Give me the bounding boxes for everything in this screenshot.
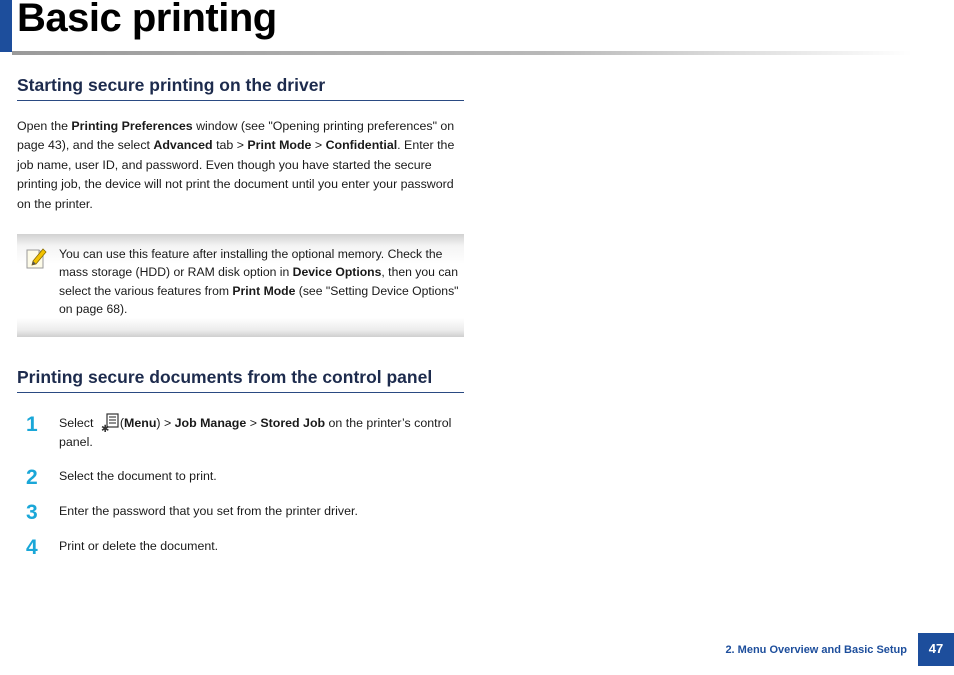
- note-bold-print-mode: Print Mode: [232, 283, 296, 298]
- note-bold-device-options: Device Options: [292, 265, 382, 280]
- title-accent-bar: [0, 0, 12, 52]
- para-text: Open the: [17, 119, 72, 133]
- step-text-4: Print or delete the document.: [59, 539, 219, 553]
- para-bold-printing-preferences: Printing Preferences: [71, 119, 193, 133]
- section-heading-control-panel: Printing secure documents from the control panel: [17, 367, 464, 393]
- para-bold-confidential: Confidential: [325, 138, 398, 153]
- step-number-2: 2: [26, 466, 38, 489]
- step-text-part: (: [119, 416, 125, 430]
- step-number-3: 3: [26, 501, 38, 524]
- menu-icon: [101, 413, 119, 433]
- step-number-4: 4: [26, 536, 38, 559]
- step-bold-stored-job: Stored Job: [260, 416, 326, 430]
- note-text-part: , then you can select the various features from: [59, 265, 458, 298]
- note-text-part: (see "Setting Device Options" on page 68).: [59, 283, 459, 317]
- para-text: >: [311, 138, 326, 153]
- step-text-1: [59, 413, 464, 451]
- para-text: . Enter the job name, user ID, and password. Even though you have started the secure printing job, the device will not print the document until you enter your password on the printer.: [17, 138, 455, 211]
- step-bold-job-manage: Job Manage: [174, 416, 247, 430]
- footer-chapter-label: 2. Menu Overview and Basic Setup: [725, 644, 907, 656]
- step-text-part: >: [246, 416, 261, 430]
- page-title: Basic printing: [17, 0, 277, 40]
- section-driver-paragraph: [17, 117, 465, 214]
- note-box: [17, 234, 464, 337]
- title-divider: [12, 51, 912, 55]
- step-text-3: Enter the password that you set from the printer driver.: [59, 504, 358, 518]
- para-text: window (see "Opening printing preferences" on page 43), and the select: [17, 119, 455, 153]
- svg-text:✱: ✱: [100, 424, 110, 433]
- note-pencil-icon: [25, 246, 47, 270]
- step-text-part: on the printer’s control panel.: [59, 416, 452, 449]
- note-text-part: You can use this feature after installing the optional memory. Check the mass storage (HDD) or RAM disk option in: [59, 247, 443, 280]
- page-number-badge: 47: [918, 633, 954, 666]
- para-bold-advanced: Advanced: [153, 138, 213, 153]
- step-number-1: 1: [26, 413, 38, 436]
- para-bold-print-mode: Print Mode: [247, 138, 312, 153]
- section-heading-driver: Starting secure printing on the driver: [17, 75, 464, 101]
- step-bold-menu: Menu: [124, 416, 157, 430]
- step-text-part: ) >: [156, 416, 175, 430]
- para-text: tab >: [212, 138, 248, 153]
- step-text-2: Select the document to print.: [59, 469, 217, 483]
- step-text-part: Select: [59, 416, 97, 430]
- note-text: [59, 245, 464, 319]
